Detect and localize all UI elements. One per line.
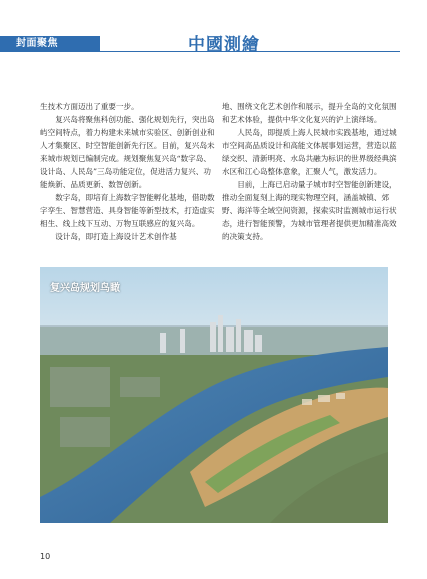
section-label: 封面聚焦 (16, 38, 58, 49)
paragraph: 复兴岛将聚焦科创功能、强化规划先行，突出岛屿空间特点，着力构建未来城市实验区、创新创业和人才集聚区、时空智能创新先行区。目前，复兴岛未来城市规划已编制完成。规划聚焦复兴岛“数字岛、设计岛、人民岛”三岛功能定位，促进活力复兴、功能焕新、品质更新、数智创新。 (40, 115, 215, 189)
paragraph: 人民岛，即提质上海人民城市实践基地，通过城市空间高品质设计和高能文体展事划运营，营造以蓝绿交织、清新明亮、水岛共融为标识的世界级经典滨水区和江心岛整体意象，汇聚人气，激发活力。 (222, 128, 397, 176)
magazine-logo: 中國測繪 (188, 35, 260, 55)
paragraph: 生技术方面迈出了重要一步。 (40, 102, 139, 111)
paragraph: 目前，上海已启动量子城市时空智能创新建设，推动全面复刻上海的现实物理空间，涵盖城镇、郊野、海洋等全域空间资源，探索实时监测城市运行状态，进行智能预警，为城市管理者提供更加精准高效的决策支持。 (222, 180, 397, 241)
paragraph: 设计岛，即打造上海设计艺术创作基 (55, 232, 177, 241)
aerial-rendering-photo (40, 267, 388, 523)
page-number: 10 (40, 552, 51, 561)
aerial-view-illustration (40, 267, 388, 523)
paragraph: 地、围绕文化艺术创作和展示，提升全岛的文化氛围和艺术体验，提供中华文化复兴的沪上演绎场。 (222, 102, 397, 124)
article-left-column (40, 100, 215, 243)
photo-caption: 复兴岛规划鸟瞰 (50, 283, 120, 294)
article-right-column (222, 100, 397, 243)
paragraph: 数字岛，即培育上海数字智能孵化基地，借助数字孪生、智慧营造、具身智能等新型技术，打造虚实相生、线上线下互动、万物互联感应的复兴岛。 (40, 193, 215, 228)
